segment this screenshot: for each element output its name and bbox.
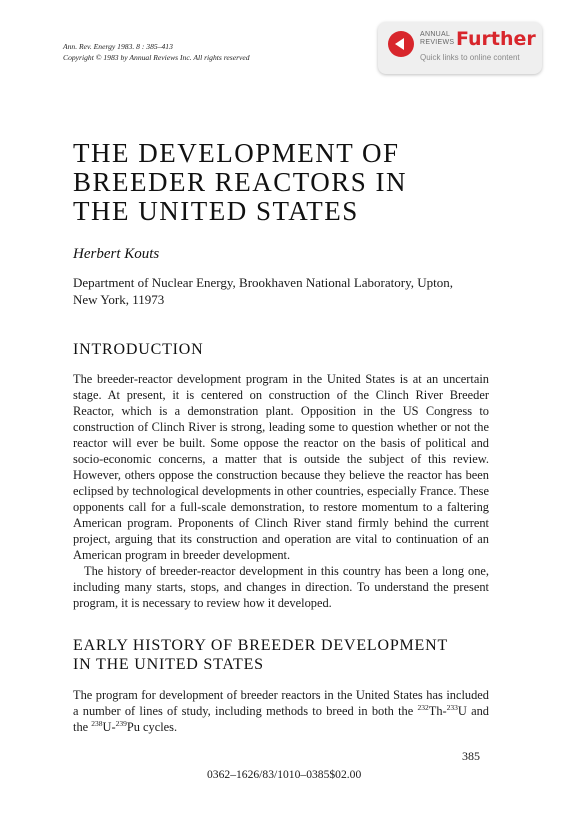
quick-links-label: Quick links to online content [420, 53, 520, 62]
article-code: 0362–1626/83/1010–0385$02.00 [207, 768, 362, 781]
article-title [73, 139, 503, 226]
journal-header [63, 42, 250, 63]
section-heading-early-history: EARLY HISTORY OF BREEDER DEVELOPMENT IN THE UNITED STATES [73, 637, 449, 673]
early-history-body [73, 687, 489, 735]
author-affiliation: Department of Nuclear Energy, Brookhaven National Laboratory, Upton, New York, 11973 [73, 275, 454, 307]
title-line: THE UNITED STATES [73, 196, 359, 226]
section-heading-introduction: INTRODUCTION [73, 341, 204, 358]
title-line: THE DEVELOPMENT OF [73, 138, 400, 168]
back-arrow-icon [388, 31, 414, 57]
copyright-notice: Copyright © 1983 by Annual Reviews Inc. All rights reserved [63, 52, 250, 62]
page-number: 385 [462, 749, 480, 763]
annual-reviews-logo: ANNUAL REVIEWS [420, 31, 455, 46]
journal-citation: Ann. Rev. Energy 1983. 8 : 385–413 [63, 42, 173, 51]
paragraph: The history of breeder-reactor development in this country has been a long one, including many starts, stops, and changes in direction. To understand the present program, it is necessary to review how it developed. [73, 564, 489, 610]
annual-reviews-further-banner[interactable] [378, 22, 542, 74]
paragraph: The program for development of breeder reactors in the United States has included a number of lines of study, including methods to breed in both the $^{232}$Th-$^{233}$U and the $^{238}$U-$^{239}$Pu cycles. [73, 688, 489, 734]
author-name: Herbert Kouts [73, 246, 160, 262]
introduction-body [73, 371, 489, 611]
title-line: BREEDER REACTORS IN [73, 167, 408, 197]
paragraph: The breeder-reactor development program in the United States is at an uncertain stage. At present, it is centered on construction of the Clinch River Breeder Reactor, which is a demonstration plant. Opposition in the US Congress to construction of Clinch River is strong, leading some to question whether or not the reactor will ever be built. Some oppose the reactor on the basis of political and socio-economic concerns, a matter that is outside the subject of this review. However, others oppose the construction because they believe the reactor has been eclipsed by technological developments in other countries, especially France. These opponents call for a full-scale demonstration, to restore momentum to a faltering American program. Proponents of Clinch River stand firmly behind the current project, arguing that its construction and operation are vital to continuation of an American program in breeder development. [73, 372, 489, 562]
further-label: Further [456, 28, 536, 50]
